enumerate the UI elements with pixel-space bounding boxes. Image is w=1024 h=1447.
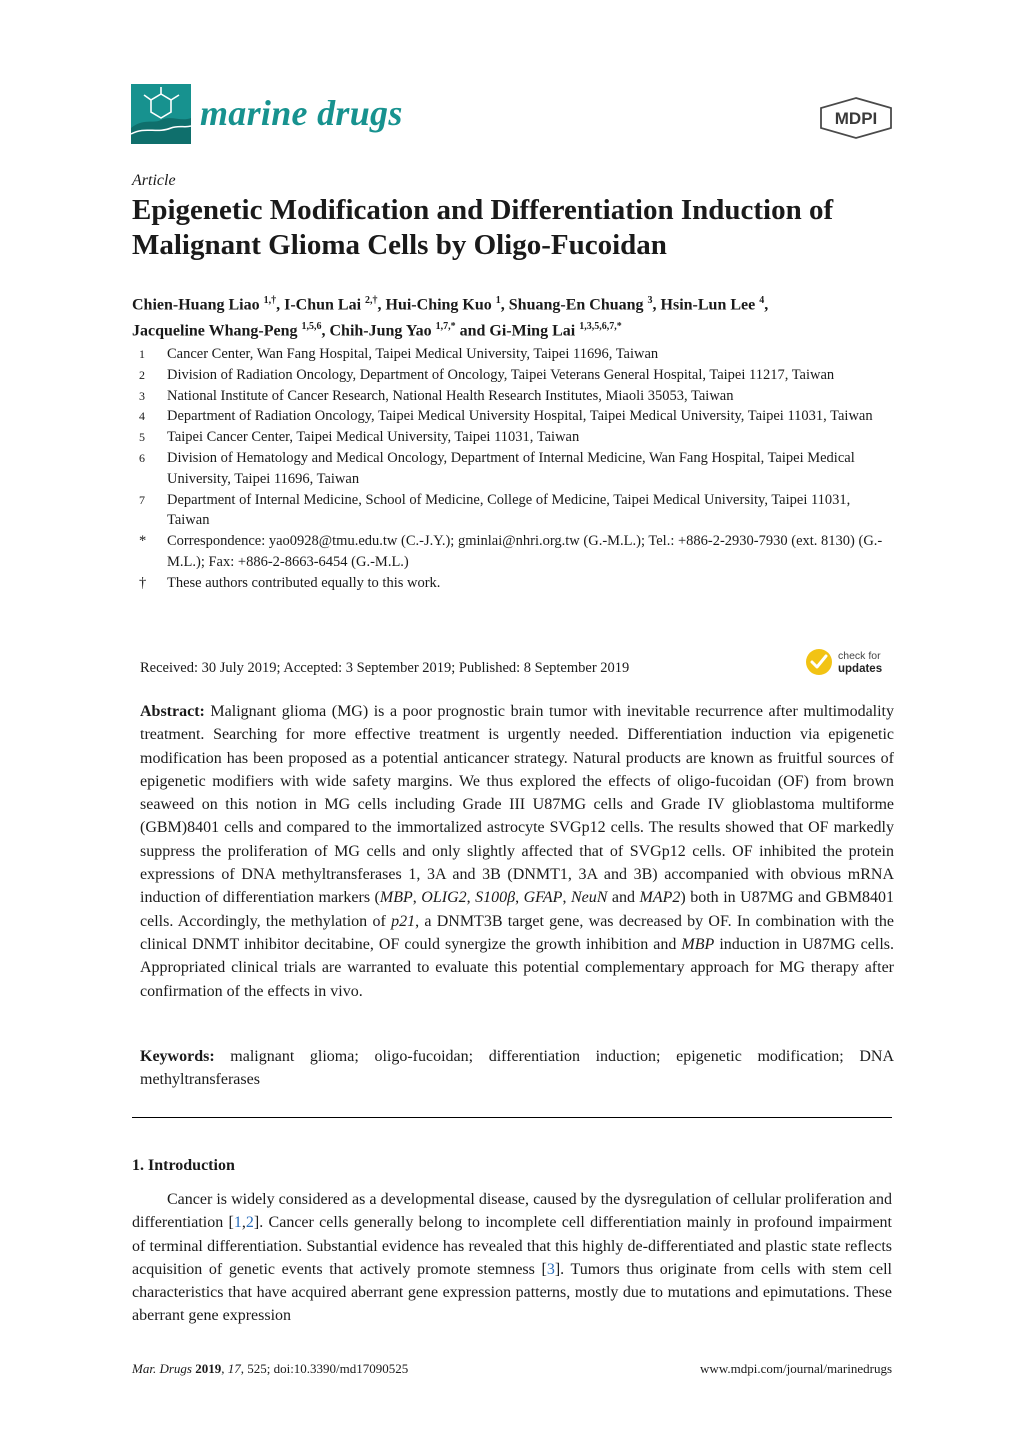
keywords-label: Keywords: (140, 1048, 215, 1065)
affiliation-text: Division of Hematology and Medical Oncology, Department of Internal Medicine, Wan Fang Hospital, Taipei Medical University, Taipei 11696, Taiwan (167, 449, 855, 487)
author-name: Jacqueline Whang-Peng (132, 322, 298, 340)
footer-volume: 17 (227, 1361, 241, 1376)
footer-year: 2019 (195, 1361, 222, 1376)
affiliation-text: Division of Radiation Oncology, Department of Oncology, Taipei Veterans General Hospital, Taipei 11217, Taiwan (167, 366, 835, 383)
footer-doi: , 525; doi:10.3390/md17090525 (240, 1361, 409, 1376)
gene-name: MBP (379, 889, 413, 907)
abstract-body (140, 703, 894, 1000)
gene-name: OLIG2 (421, 889, 467, 907)
affiliation-item (132, 427, 892, 448)
affiliation-marker: † (139, 574, 147, 591)
check-circle-icon (806, 649, 832, 675)
author-name: Chih-Jung Yao (329, 322, 432, 340)
author-name: Hsin-Lun Lee (660, 296, 756, 314)
check-for-updates-badge[interactable] (805, 646, 897, 678)
gene-name: NeuN (570, 889, 608, 907)
abstract-text: ) both in U87MG and GBM8401 cells. Accordingly, the methylation of (140, 889, 895, 930)
intro-text: Cancer is widely considered as a developmental disease, caused by the dysregulation of cellular proliferation and differentiation [ (132, 1191, 892, 1232)
author-affiliation-marks: 1,† (263, 295, 277, 306)
affiliation-list (132, 344, 892, 594)
affiliation-marker: * (139, 533, 147, 550)
article-type: Article (132, 172, 176, 189)
publication-dates: Received: 30 July 2019; Accepted: 3 September 2019; Published: 8 September 2019 (140, 660, 630, 676)
citation-link[interactable]: 1 (233, 1214, 242, 1232)
author-name: Hui-Ching Kuo (385, 296, 492, 314)
footer-citation: Mar. Drugs 2019, 17, 525; doi:10.3390/md17090525 (132, 1361, 409, 1376)
author-affiliation-marks: 3 (647, 295, 653, 306)
author-affiliation-marks: 1,3,5,6,7,* (579, 321, 622, 333)
affiliation-text: Department of Internal Medicine, School of Medicine, College of Medicine, Taipei Medical University, Taipei 11031, Taiwan (167, 491, 851, 529)
check-updates-line1: check for (838, 650, 881, 662)
intro-text: ]. Cancer cells generally belong to incomplete cell differentiation mainly in profound impairment of terminal differentiation. Substantial evidence has revealed that this highly de-differentiated and plastic state reflects acquisition of genetic events that actively promote stemness [ (132, 1214, 892, 1278)
abstract-text: induction in U87MG cells. Appropriated clinical trials are warranted to evaluate this potential complementary approach for MG therapy after confirmation of the effects in vivo. (140, 935, 894, 1000)
abstract-text: , (412, 889, 422, 907)
citation-link[interactable]: 2 (245, 1214, 254, 1232)
affiliation-marker: 4 (139, 409, 145, 424)
author-name: Shuang-En Chuang (508, 296, 644, 314)
mdpi-logo-icon (819, 97, 893, 139)
affiliation-marker: 7 (139, 492, 145, 507)
citation-link[interactable]: 3 (546, 1260, 555, 1278)
abstract (140, 700, 894, 1003)
gene-name: MAP2 (639, 889, 681, 907)
affiliation-marker: 2 (139, 367, 145, 382)
author-separator: , (377, 296, 386, 314)
paper-title: Epigenetic Modification and Differentiation Induction of Malignant Glioma Cells by Oligo-Fucoidan (132, 194, 834, 261)
abstract-text: , (515, 889, 524, 907)
author-affiliation-marks: 2,† (365, 295, 378, 306)
affiliation-marker: 3 (139, 388, 145, 403)
affiliation-item (132, 490, 892, 532)
affiliation-item (132, 386, 892, 407)
section-divider (132, 1117, 892, 1118)
affiliation-item (132, 531, 892, 573)
keywords-text: malignant glioma; oligo-fucoidan; differentiation induction; epigenetic modification; DNA methyltransferases (140, 1048, 894, 1089)
affiliation-item (132, 406, 892, 427)
author-name: Gi-Ming Lai (489, 322, 576, 340)
author-affiliation-marks: 1,5,6 (301, 321, 322, 333)
abstract-text: , (466, 889, 476, 907)
affiliation-marker: 1 (139, 347, 145, 361)
affiliation-text: Correspondence: yao0928@tmu.edu.tw (C.-J.Y.); gminlai@nhri.org.tw (G.-M.L.); Tel.: +886-2-2930-7930 (ext. 8130) (G.-M.L.); Fax: +886-2-8663-6454 (G.-M.L.) (167, 533, 883, 570)
affiliation-marker: 5 (139, 430, 145, 445)
affiliation-item (132, 344, 892, 365)
check-updates-line2: updates (838, 663, 883, 675)
author-separator: , (652, 296, 661, 314)
intro-text: , (241, 1214, 246, 1232)
affiliation-item (132, 448, 892, 490)
affiliation-marker: 6 (139, 450, 145, 465)
abstract-text: and (607, 889, 640, 907)
author-separator: , (764, 296, 769, 314)
footer-journal-url[interactable]: www.mdpi.com/journal/marinedrugs (700, 1361, 892, 1376)
author-name: I-Chun Lai (284, 296, 362, 314)
author-separator: and (455, 322, 490, 340)
abstract-label: Abstract: (140, 703, 205, 720)
intro-text: ]. Tumors thus originate from cells with stem cell characteristics that have acquired aberrant gene expression patterns, mostly due to mutations and epimutations. These aberrant gene expression (132, 1260, 892, 1325)
affiliation-text: Taipei Cancer Center, Taipei Medical University, Taipei 11031, Taiwan (167, 429, 580, 446)
gene-name: p21 (391, 912, 416, 930)
author-name: Chien-Huang Liao (132, 296, 260, 314)
affiliation-text: National Institute of Cancer Research, National Health Research Institutes, Miaoli 35053, Taiwan (167, 387, 734, 404)
introduction-paragraph (132, 1188, 892, 1328)
affiliation-item (132, 573, 892, 594)
affiliation-item (132, 365, 892, 386)
journal-name: marine drugs (200, 93, 403, 133)
abstract-text: , (562, 889, 571, 907)
author-affiliation-marks: 1,7,* (435, 321, 456, 333)
footer-journal-abbrev: Mar. Drugs (132, 1361, 192, 1376)
author-list (132, 290, 912, 343)
author-affiliation-marks: 4 (759, 295, 765, 306)
author-affiliation-marks: 1 (495, 295, 501, 306)
gene-name: S100β (475, 889, 516, 907)
author-separator: , (276, 296, 285, 314)
affiliation-text: Cancer Center, Wan Fang Hospital, Taipei Medical University, Taipei 11696, Taiwan (167, 346, 659, 362)
section-heading-introduction: 1. Introduction (132, 1157, 235, 1174)
publisher-name: MDPI (834, 109, 878, 128)
gene-name: MBP (681, 935, 715, 953)
abstract-text: , a DNMT3B target gene, was decreased by OF. In combination with the clinical DNMT inhibitor decitabine, OF could synergize the growth inhibition and (140, 912, 895, 953)
abstract-text: Malignant glioma (MG) is a poor prognostic brain tumor with inevitable recurrence after multimodality treatment. Searching for more effective treatment is urgently needed. Differentiation induction via epigenetic modification has been proposed as a potential anticancer strategy. Natural products are known as fruitful sources of epigenetic modifiers with wide safety margins. We thus explored the effects of oligo-fucoidan (OF) from brown seaweed on this notion in MG cells including Grade III U87MG cells and Grade IV glioblastoma multiforme (GBM)8401 cells and compared to the immortalized astrocyte SVGp12 cells. The results showed that OF markedly suppress the proliferation of MG cells and only slightly affected that of SVGp12 cells. OF inhibited the protein expressions of DNA methyltransferases 1, 3A and 3B (DNMT1, 3A and 3B) accompanied with obvious mRNA induction of differentiation markers ( (140, 703, 894, 907)
affiliation-text: These authors contributed equally to this work. (167, 574, 441, 591)
author-separator: , (500, 296, 509, 314)
keywords (140, 1045, 894, 1092)
journal-logo-icon (131, 84, 191, 144)
author-separator: , (321, 322, 330, 340)
gene-name: GFAP (523, 889, 563, 907)
affiliation-text: Department of Radiation Oncology, Taipei Medical University Hospital, Taipei Medical University, Taipei 11031, Taiwan (167, 408, 873, 425)
